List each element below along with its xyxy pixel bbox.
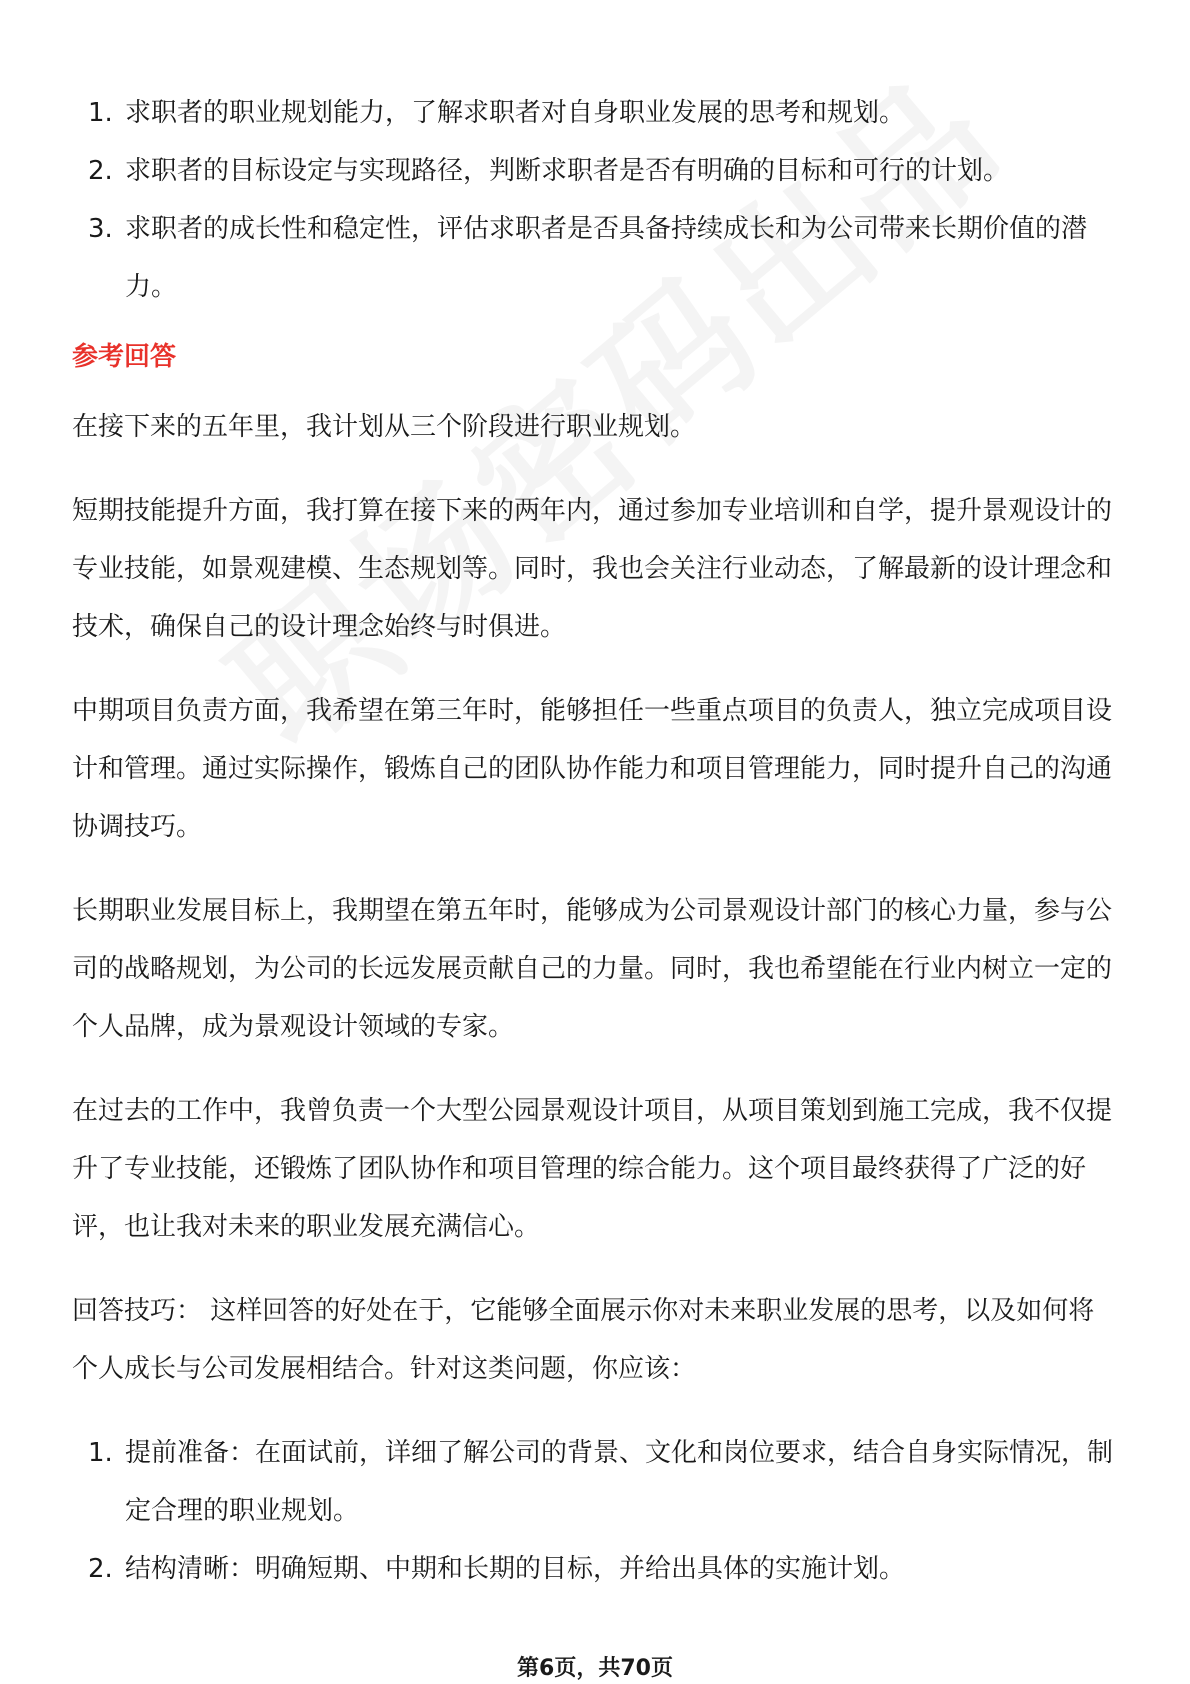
answer-tips-list [72,1424,1120,1598]
page-number: 第6页，共70页 [517,1656,673,1681]
paragraph: 在接下来的五年里，我计划从三个阶段进行职业规划。 [72,412,697,442]
list-item-text: 求职者的成长性和稳定性，评估求职者是否具备持续成长和为公司带来长期价值的潜力。 [125,214,1088,302]
list-item-number: 2. [88,1554,113,1584]
list-item-text: 求职者的目标设定与实现路径，判断求职者是否有明确的目标和可行的计划。 [125,156,1010,186]
paragraph: 短期技能提升方面，我打算在接下来的两年内，通过参加专业培训和自学，提升景观设计的专业技能，如景观建模、生态规划等。同时，我也会关注行业动态，了解最新的设计理念和技术，确保自己的设计理念始终与时俱进。 [72,496,1113,642]
page-content [72,84,1120,1598]
list-item [72,84,1120,142]
list-item-text: 求职者的职业规划能力，了解求职者对自身职业发展的思考和规划。 [125,98,906,128]
list-item-text: 结构清晰：明确短期、中期和长期的目标，并给出具体的实施计划。 [125,1554,906,1584]
list-item-number: 1. [88,98,113,128]
paragraph: 长期职业发展目标上，我期望在第五年时，能够成为公司景观设计部门的核心力量，参与公司的战略规划，为公司的长远发展贡献自己的力量。同时，我也希望能在行业内树立一定的个人品牌，成为景观设计领域的专家。 [72,896,1113,1042]
list-item-number: 1. [88,1438,113,1468]
section-heading: 参考回答 [72,342,177,372]
paragraph: 回答技巧： 这样回答的好处在于，它能够全面展示你对未来职业发展的思考，以及如何将个人成长与公司发展相结合。针对这类问题，你应该： [72,1296,1095,1384]
list-item-number: 3. [88,214,113,244]
list-item [72,200,1120,316]
evaluation-points-list [72,84,1120,316]
list-item-text: 提前准备：在面试前，详细了解公司的背景、文化和岗位要求，结合自身实际情况，制定合理的职业规划。 [125,1438,1114,1526]
paragraph: 在过去的工作中，我曾负责一个大型公园景观设计项目，从项目策划到施工完成，我不仅提升了专业技能，还锻炼了团队协作和项目管理的综合能力。这个项目最终获得了广泛的好评，也让我对未来的职业发展充满信心。 [72,1096,1113,1242]
list-item-number: 2. [88,156,113,186]
list-item [72,142,1120,200]
paragraph: 中期项目负责方面，我希望在第三年时，能够担任一些重点项目的负责人，独立完成项目设计和管理。通过实际操作，锻炼自己的团队协作能力和项目管理能力，同时提升自己的沟通协调技巧。 [72,696,1113,842]
list-item [72,1540,1120,1598]
list-item [72,1424,1120,1540]
